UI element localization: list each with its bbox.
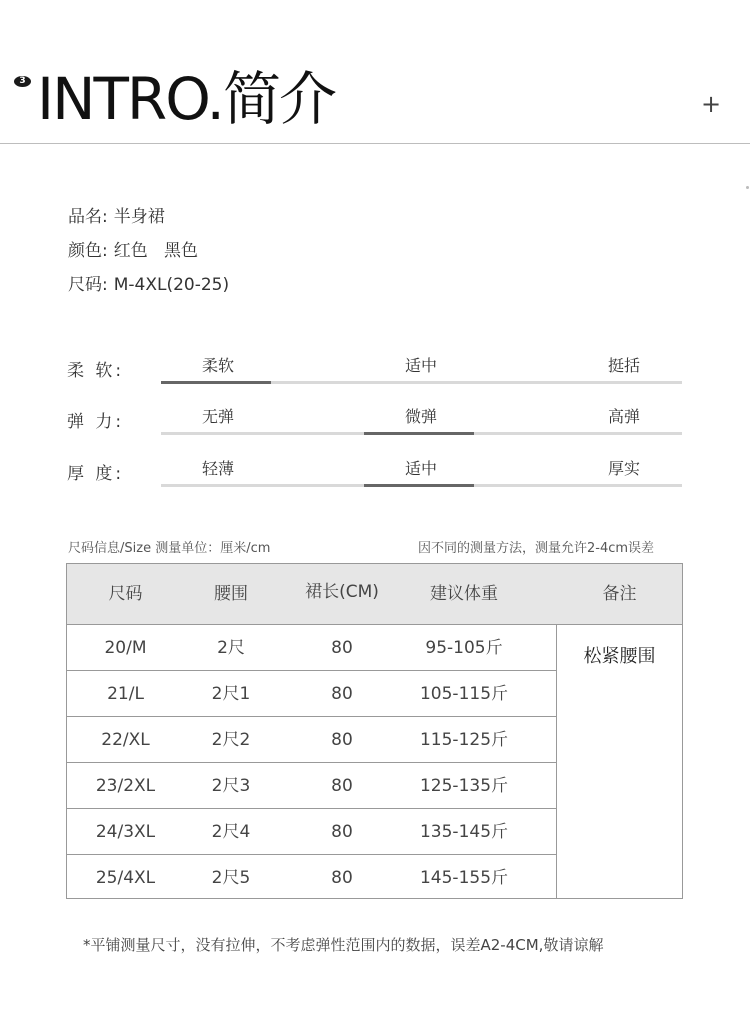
attribute-option: 无弹 xyxy=(202,407,235,426)
table-row xyxy=(67,808,556,855)
cell-length: 80 xyxy=(331,730,353,750)
product-color-value: 红色 黑色 xyxy=(113,241,198,261)
header-remark: 备注 xyxy=(602,584,637,604)
cell-length: 80 xyxy=(331,638,353,658)
cell-length: 80 xyxy=(331,822,353,842)
cell-weight: 125-135斤 xyxy=(419,776,509,796)
cell-waist: 2尺2 xyxy=(211,730,251,750)
cell-size: 23/2XL xyxy=(95,776,156,796)
attribute-indicator xyxy=(161,381,271,384)
edge-dot xyxy=(746,186,749,189)
table-row xyxy=(67,854,556,900)
attribute-option: 适中 xyxy=(405,356,438,375)
attribute-indicator xyxy=(364,484,474,487)
attribute-option: 厚实 xyxy=(608,459,641,478)
cell-size: 20/M xyxy=(104,638,147,658)
cell-size: 22/XL xyxy=(101,730,150,750)
cell-waist: 2尺3 xyxy=(211,776,251,796)
table-row xyxy=(67,670,556,717)
attribute-option: 挺括 xyxy=(608,356,641,375)
product-name-label: 品名: xyxy=(68,207,108,227)
product-size-line xyxy=(68,274,229,296)
table-row xyxy=(67,762,556,809)
plus-icon[interactable]: + xyxy=(701,90,722,118)
size-table xyxy=(66,563,683,899)
attribute-track xyxy=(161,432,682,435)
table-row xyxy=(67,716,556,763)
product-color-line xyxy=(68,240,198,262)
attribute-label: 厚 度: xyxy=(67,464,125,484)
cell-waist: 2尺4 xyxy=(211,822,251,842)
table-header xyxy=(67,564,682,625)
number-badge: 3 xyxy=(14,76,31,87)
header-weight: 建议体重 xyxy=(430,584,498,604)
cell-weight: 115-125斤 xyxy=(419,730,509,750)
cell-waist: 2尺 xyxy=(217,638,245,658)
attribute-option: 高弹 xyxy=(608,407,641,426)
product-name-line xyxy=(68,206,165,228)
attribute-option: 柔软 xyxy=(202,356,235,375)
cell-weight: 145-155斤 xyxy=(419,868,509,888)
footer-note: *平铺测量尺寸，没有拉伸，不考虑弹性范围内的数据，误差A2-4CM,敬请谅解 xyxy=(83,936,604,954)
measurement-tolerance-note: 因不同的测量方法，测量允许2-4cm误差 xyxy=(418,541,655,556)
cell-size: 24/3XL xyxy=(95,822,156,842)
attribute-track xyxy=(161,381,682,384)
product-color-label: 颜色: xyxy=(68,241,108,261)
product-name-value: 半身裙 xyxy=(113,207,165,227)
header-size: 尺码 xyxy=(108,584,143,604)
attribute-option: 适中 xyxy=(405,459,438,478)
cell-length: 80 xyxy=(331,776,353,796)
product-size-label: 尺码: xyxy=(68,275,108,295)
cell-waist: 2尺1 xyxy=(211,684,251,704)
product-size-value: M-4XL(20-25) xyxy=(113,275,230,295)
page-title: INTRO.简介 xyxy=(37,65,335,133)
cell-waist: 2尺5 xyxy=(211,868,251,888)
cell-weight: 105-115斤 xyxy=(419,684,509,704)
cell-weight: 95-105斤 xyxy=(425,638,503,658)
cell-length: 80 xyxy=(331,684,353,704)
attribute-option: 微弹 xyxy=(405,407,438,426)
cell-size: 25/4XL xyxy=(95,868,156,888)
table-row xyxy=(67,624,556,671)
attribute-label: 弹 力: xyxy=(67,412,125,432)
attribute-label: 柔 软: xyxy=(67,361,125,381)
attribute-track xyxy=(161,484,682,487)
attribute-option: 轻薄 xyxy=(202,459,235,478)
cell-remark: 松紧腰围 xyxy=(583,646,656,667)
header-waist: 腰围 xyxy=(214,584,248,604)
cell-weight: 135-145斤 xyxy=(419,822,509,842)
cell-size: 21/L xyxy=(107,684,144,704)
attribute-indicator xyxy=(364,432,474,435)
header-length: 裙长(CM) xyxy=(305,582,379,602)
header xyxy=(0,0,750,144)
size-info-note: 尺码信息/Size 测量单位：厘米/cm xyxy=(68,541,271,556)
cell-length: 80 xyxy=(331,868,353,888)
